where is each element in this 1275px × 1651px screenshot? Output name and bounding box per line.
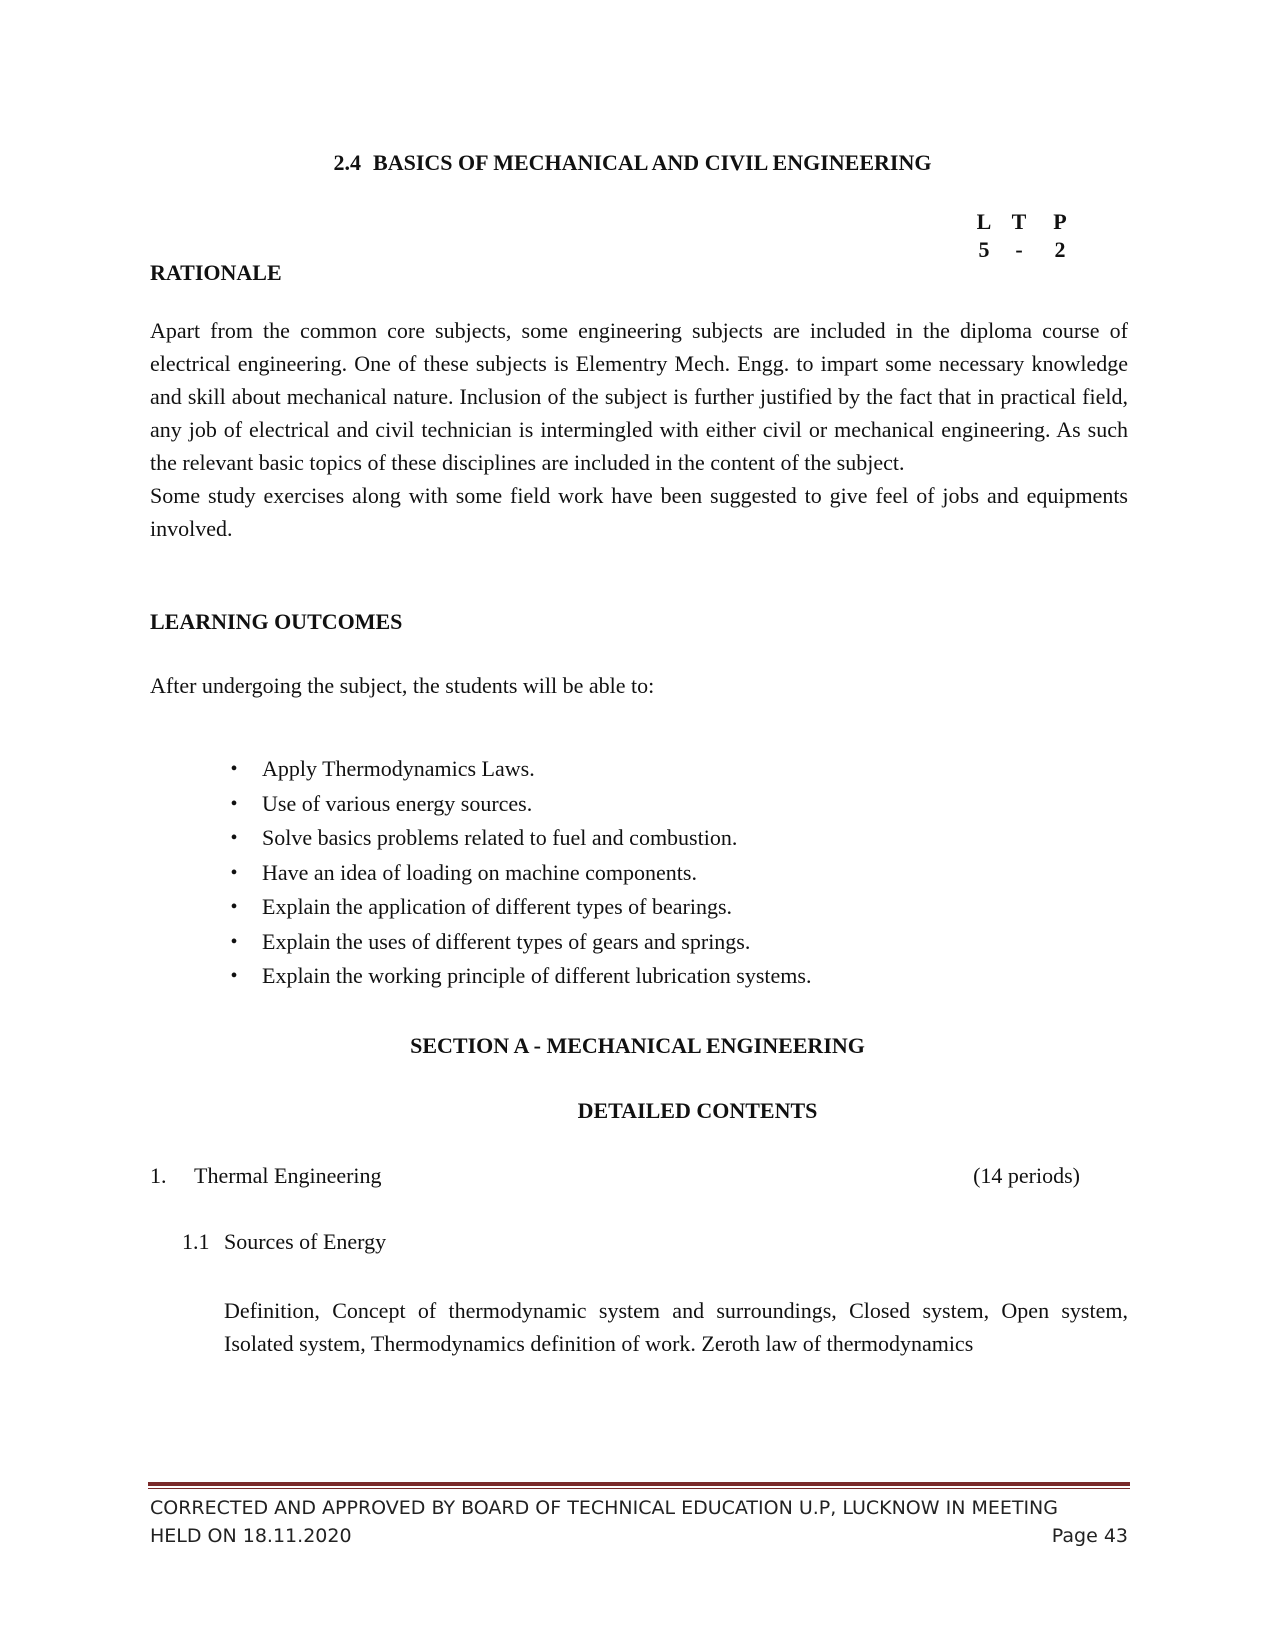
- learning-outcomes-list: [224, 752, 811, 994]
- outcome-text: Explain the uses of different types of gears and springs.: [262, 928, 751, 954]
- footer-divider: [148, 1482, 1130, 1489]
- footer-approval-line: CORRECTED AND APPROVED BY BOARD OF TECHNICAL EDUCATION U.P, LUCKNOW IN MEETING: [150, 1497, 1058, 1519]
- subtopic-number: 1.1: [182, 1229, 210, 1254]
- list-item: [224, 890, 811, 925]
- subtopic-row: [182, 1229, 386, 1255]
- ltp-header-row: [970, 208, 1080, 236]
- bullet-icon: •: [230, 827, 238, 849]
- learning-outcomes-intro: After undergoing the subject, the students will be able to:: [150, 673, 655, 698]
- list-item: [224, 752, 811, 787]
- ltp-table: [970, 208, 1080, 264]
- section-heading: SECTION A - MECHANICAL ENGINEERING: [410, 1033, 865, 1058]
- title-text: BASICS OF MECHANICAL AND CIVIL ENGINEERING: [373, 150, 932, 175]
- ltp-value-t: -: [1015, 237, 1023, 262]
- bullet-icon: •: [230, 758, 238, 780]
- list-item: [224, 787, 811, 822]
- ltp-header-l: L: [976, 209, 992, 234]
- title-number: 2.4: [333, 150, 362, 175]
- ltp-value-p: 2: [1054, 237, 1066, 262]
- list-item: [224, 959, 811, 994]
- list-item: [224, 925, 811, 960]
- footer-meeting-date: HELD ON 18.11.2020: [150, 1525, 352, 1547]
- topic-number: 1.: [150, 1163, 167, 1188]
- rationale-heading: RATIONALE: [150, 260, 282, 285]
- ltp-value-row: [970, 236, 1080, 264]
- topic-periods: (14 periods): [973, 1163, 1080, 1188]
- ltp-header-p: P: [1053, 209, 1067, 234]
- bullet-icon: •: [230, 965, 238, 987]
- topic-row: [150, 1163, 1080, 1189]
- outcome-text: Explain the application of different types of bearings.: [262, 894, 733, 919]
- list-item: [224, 856, 811, 891]
- outcome-text: Use of various energy sources.: [262, 790, 533, 816]
- ltp-value-l: 5: [978, 237, 990, 262]
- bullet-icon: •: [230, 930, 238, 953]
- rationale-paragraph-1: Apart from the common core subjects, some engineering subjects are included in the diploma course of electrical engineering. One of these subjects is Elementry Mech. Engg. to impart some necessary knowledge and skill about mechanical nature. Inclusion of the subject is further justified by the fact that in practical field, any job of electrical and civil technician is intermingled with either civil or mechanical engineering. As such the relevant basic topics of these disciplines are included in the content of the subject.: [150, 318, 1128, 475]
- outcome-text: Apply Thermodynamics Laws.: [262, 756, 535, 781]
- page-title: [0, 150, 1275, 176]
- rationale-body: [150, 314, 1128, 545]
- detailed-contents-heading: DETAILED CONTENTS: [577, 1098, 818, 1123]
- learning-outcomes-heading: LEARNING OUTCOMES: [150, 609, 403, 634]
- outcome-text: Explain the working principle of different lubrication systems.: [262, 963, 812, 988]
- page-footer: [150, 1494, 1128, 1550]
- bullet-icon: •: [230, 792, 238, 815]
- bullet-icon: •: [230, 896, 238, 918]
- outcome-text: Solve basics problems related to fuel and combustion.: [262, 825, 738, 850]
- page-number: Page 43: [1051, 1525, 1128, 1547]
- list-item: [224, 821, 811, 856]
- rationale-paragraph-2: Some study exercises along with some field work have been suggested to give feel of jobs and equipments involved.: [150, 483, 1128, 541]
- topic-title: Thermal Engineering: [194, 1163, 382, 1188]
- ltp-header-t: T: [1011, 209, 1027, 234]
- subtopic-title: Sources of Energy: [224, 1229, 387, 1254]
- outcome-text: Have an idea of loading on machine components.: [262, 859, 697, 885]
- bullet-icon: •: [230, 861, 238, 884]
- subtopic-content: Definition, Concept of thermodynamic system and surroundings, Closed system, Open system, Isolated system, Thermodynamics definition of work. Zeroth law of thermodynamics: [224, 1298, 1128, 1356]
